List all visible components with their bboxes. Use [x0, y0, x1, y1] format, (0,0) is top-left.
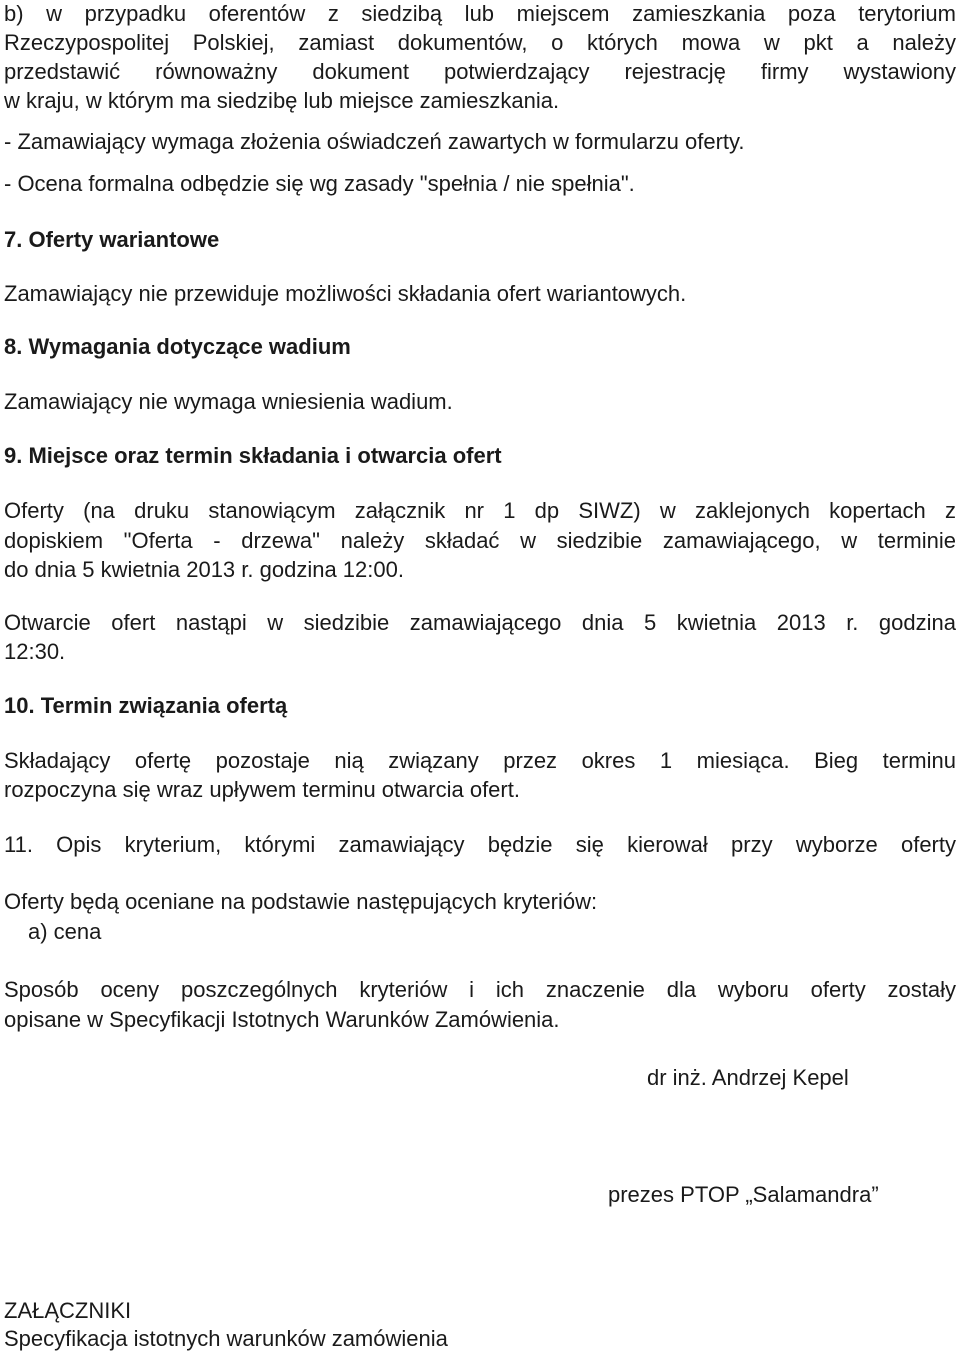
section-7-heading: 7. Oferty wariantowe [4, 227, 220, 252]
evaluation-method-line-2: opisane w Specyfikacji Istotnych Warunków Zamówienia. [4, 1007, 560, 1032]
criteria-intro: Oferty będą oceniane na podstawie następujących kryteriów: [4, 889, 598, 914]
attachment-item: Specyfikacja istotnych warunków zamówienia [4, 1326, 448, 1351]
criterion-a: a) cena [28, 919, 102, 944]
signatory-title: prezes PTOP „Salamandra” [608, 1182, 879, 1207]
section-9-heading: 9. Miejsce oraz termin składania i otwarcia ofert [4, 443, 502, 468]
intro-line-1: b) w przypadku oferentów z siedzibą lub miejscem zamieszkania poza terytorium [4, 1, 956, 26]
section-10-line-2: rozpoczyna się wraz upływem terminu otwarcia ofert. [4, 777, 520, 802]
section-8-text: Zamawiający nie wymaga wniesienia wadium. [4, 389, 453, 414]
section-10-heading: 10. Termin związania ofertą [4, 693, 288, 718]
requirement-statements: - Zamawiający wymaga złożenia oświadczeń zawartych w formularzu oferty. [4, 129, 745, 154]
section-9-paragraph-1-line-1: Oferty (na druku stanowiącym załącznik nr 1 dp SIWZ) w zaklejonych kopertach z [4, 498, 956, 523]
intro-line-3: przedstawić równoważny dokument potwierdzający rejestrację firmy wystawiony [4, 59, 956, 84]
section-9-paragraph-2-line-1: Otwarcie ofert nastąpi w siedzibie zamawiającego dnia 5 kwietnia 2013 r. godzina [4, 610, 956, 635]
evaluation-method-line-1: Sposób oceny poszczególnych kryteriów i ich znaczenie dla wyboru oferty zostały [4, 977, 956, 1002]
attachments-heading: ZAŁĄCZNIKI [4, 1298, 132, 1323]
section-9-paragraph-1-line-3: do dnia 5 kwietnia 2013 r. godzina 12:00. [4, 557, 404, 582]
section-7-text: Zamawiający nie przewiduje możliwości składania ofert wariantowych. [4, 281, 687, 306]
section-9-paragraph-2-line-2: 12:30. [4, 639, 66, 664]
intro-line-2: Rzeczypospolitej Polskiej, zamiast dokumentów, o których mowa w pkt a należy [4, 30, 956, 55]
section-11-heading: 11. Opis kryterium, którymi zamawiający będzie się kierował przy wyborze oferty [4, 832, 956, 857]
section-8-heading: 8. Wymagania dotyczące wadium [4, 334, 351, 359]
signatory-name: dr inż. Andrzej Kepel [647, 1065, 849, 1090]
intro-line-4: w kraju, w którym ma siedzibę lub miejsce zamieszkania. [4, 88, 560, 113]
formal-evaluation-rule: - Ocena formalna odbędzie się wg zasady "spełnia / nie spełnia". [4, 171, 635, 196]
section-10-line-1: Składający ofertę pozostaje nią związany przez okres 1 miesiąca. Bieg terminu [4, 748, 956, 773]
section-9-paragraph-1-line-2: dopiskiem "Oferta - drzewa" należy składać w siedzibie zamawiającego, w terminie [4, 528, 956, 553]
